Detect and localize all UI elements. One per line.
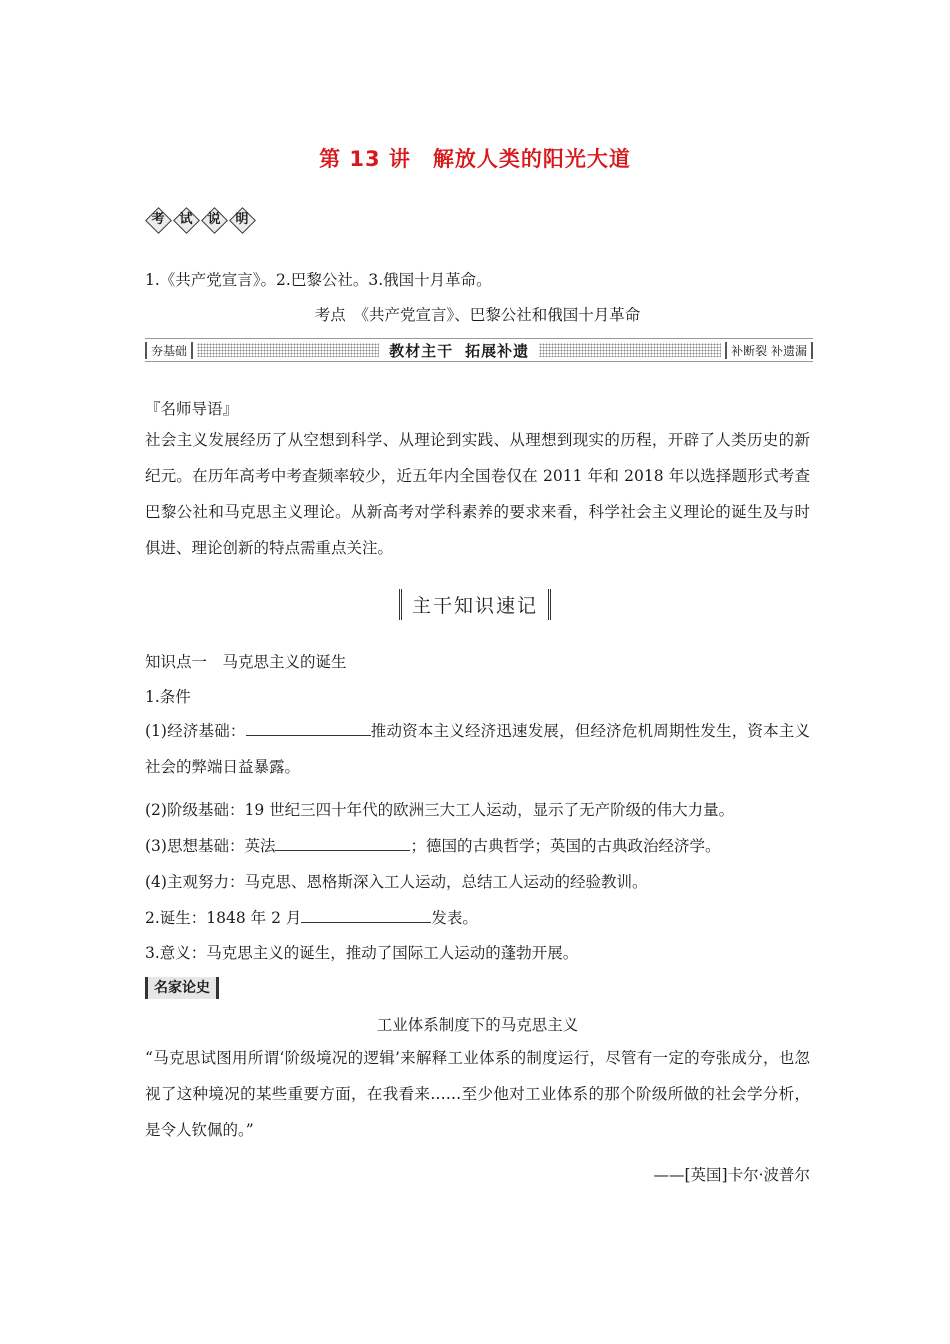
exam-items: 1.《共产党宣言》。2.巴黎公社。3.俄国十月革命。 bbox=[145, 271, 492, 289]
thought-basis: (3)思想基础：英法 ；德国的古典哲学；英国的古典政治经济学。 bbox=[145, 837, 721, 855]
section-heading: 主干知识速记 bbox=[0, 589, 950, 620]
guide-label: 『名师导语』 bbox=[145, 400, 239, 418]
fill-blank[interactable] bbox=[246, 721, 371, 736]
guide-paragraph: 社会主义发展经历了从空想到科学、从理论到实践、从理想到现实的历程，开辟了人类历史的新纪元。在历年高考中考查频率较少，近五年内全国卷仅在 2011 年和 2018 年以选择题形式考查巴黎公社和马克思主义理论。从新高考对学科素养的要求来看，科学社会主义理论的诞生及与时俱进、理论创新的特点需重点关注。 bbox=[145, 431, 810, 557]
conditions-heading: 1.条件 bbox=[145, 688, 191, 706]
exam-description-badge bbox=[146, 208, 258, 232]
class-basis: (2)阶级基础：19 世纪三四十年代的欧洲三大工人运动，显示了无产阶级的伟大力量。 bbox=[145, 801, 735, 819]
birth-line: 2.诞生：1848 年 2 月 发表。 bbox=[145, 909, 478, 927]
scholar-tag: 名家论史 bbox=[145, 977, 219, 999]
badge-char: 试 bbox=[174, 208, 198, 232]
fill-blank[interactable] bbox=[301, 908, 431, 923]
knowledge-point-title: 知识点一 马克思主义的诞生 bbox=[145, 653, 347, 671]
economic-basis: (1)经济基础： 推动资本主义经济迅速发展，但经济危机周期性发生，资本主义社会的弊端日益暴露。 bbox=[145, 722, 810, 776]
page-title: 第 13 讲 解放人类的阳光大道 bbox=[319, 147, 631, 171]
quote-title: 工业体系制度下的马克思主义 bbox=[376, 1016, 579, 1034]
banner-right-label: 补断裂 补遗漏 bbox=[725, 342, 813, 359]
significance: 3.意义：马克思主义的诞生，推动了国际工人运动的蓬勃开展。 bbox=[145, 944, 579, 962]
badge-char: 明 bbox=[230, 208, 254, 232]
banner-left-label: 夯基础 bbox=[145, 342, 193, 359]
fill-blank[interactable] bbox=[275, 836, 410, 851]
section-banner bbox=[145, 338, 813, 362]
quote-author: ——[英国]卡尔·波普尔 bbox=[653, 1166, 810, 1184]
topic-heading: 考点 《共产党宣言》、巴黎公社和俄国十月革命 bbox=[314, 306, 641, 324]
badge-char: 说 bbox=[202, 208, 226, 232]
banner-dots bbox=[539, 343, 721, 357]
quote-paragraph: “马克思试图用所谓‘阶级境况的逻辑’来解释工业体系的制度运行，尽管有一定的夸张成分，也忽视了这种境况的某些重要方面，在我看来……至少他对工业体系的那个阶级所做的社会学分析，是令人钦佩的。” bbox=[145, 1049, 810, 1139]
badge-char: 考 bbox=[146, 208, 170, 232]
subjective-effort: (4)主观努力：马克思、恩格斯深入工人运动，总结工人运动的经验教训。 bbox=[145, 873, 648, 891]
banner-dots bbox=[197, 343, 379, 357]
banner-center: 教材主干 拓展补遗 bbox=[389, 341, 530, 360]
